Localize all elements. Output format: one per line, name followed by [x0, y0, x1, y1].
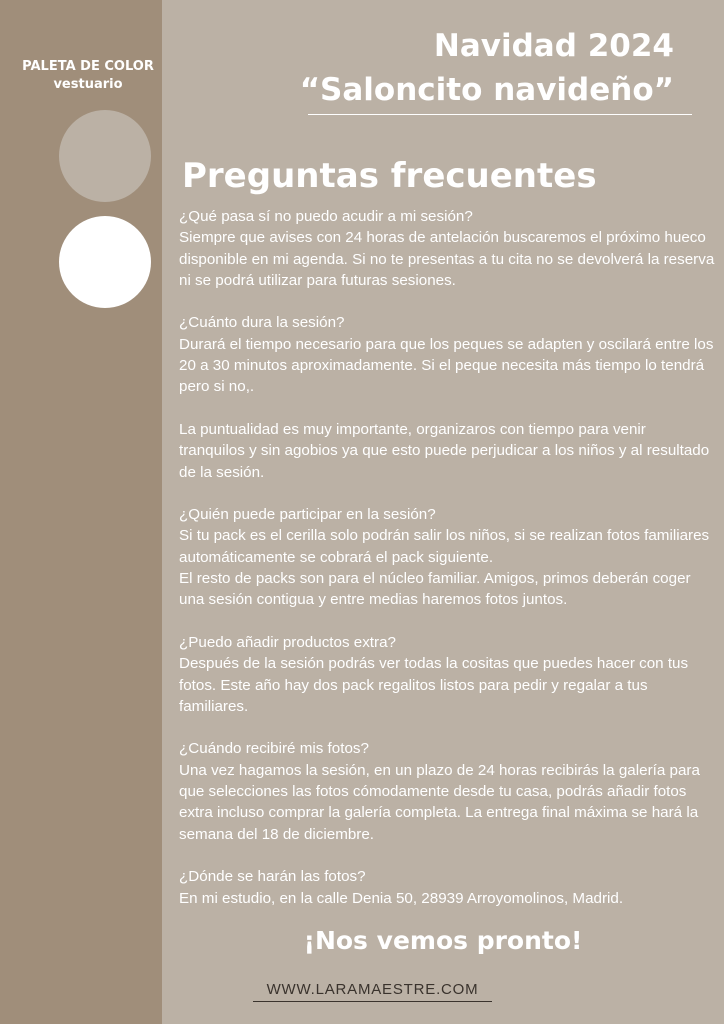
color-swatch-white — [59, 216, 151, 308]
faq-item — [179, 312, 715, 397]
faq-answer: Después de la sesión podrás ver todas la cositas que puedes hacer con tus fotos. Este año hay dos pack regalitos listos para pedir y regalar a tus familiares. — [179, 655, 689, 715]
faq-question: ¿Qué pasa sí no puedo acudir a mi sesión? — [179, 208, 473, 225]
faq-question: ¿Dónde se harán las fotos? — [179, 868, 366, 886]
faq-answer: En mi estudio, en la calle Denia 50, 28939 Arroyomolinos, Madrid. — [179, 889, 624, 907]
website-link[interactable]: WWW.LARAMAESTRE.COM — [253, 980, 492, 1002]
faq-question: ¿Cuánto dura la sesión? — [179, 314, 345, 332]
faq-list — [179, 206, 715, 930]
faq-answer: Durará el tiempo necesario para que los peques se adapten y oscilará entre los 20 a 30 minutos aproximadamente. Si el peque necesita más tiempo lo tendrá pero si no,. — [179, 335, 714, 396]
color-swatch-beige — [59, 110, 151, 202]
faq-item — [179, 504, 715, 610]
faq-item — [179, 419, 715, 483]
header-divider — [308, 114, 692, 115]
faq-item — [179, 632, 715, 717]
palette-title: PALETA DE COLOR — [22, 59, 154, 74]
faq-item — [179, 738, 715, 844]
header-title: Navidad 2024 — [433, 28, 674, 64]
sidebar — [0, 0, 162, 1024]
page-header — [300, 24, 674, 112]
faq-answer: Si tu pack es el cerilla solo podrán salir los niños, si se realizan fotos familiares automáticamente se cobrará el pack siguiente. — [179, 527, 710, 566]
faq-answer: El resto de packs son para el núcleo familiar. Amigos, primos deberán coger una sesión contigua y entre medias haremos fotos juntos. — [179, 570, 691, 609]
closing-message: ¡Nos vemos pronto! — [303, 926, 583, 955]
section-title: Preguntas frecuentes — [182, 156, 597, 196]
faq-question: ¿Quién puede participar en la sesión? — [179, 506, 436, 524]
palette-heading — [0, 58, 176, 94]
faq-question: ¿Puedo añadir productos extra? — [179, 633, 396, 651]
faq-answer: Siempre que avises con 24 horas de antelación buscaremos el próximo hueco disponible en mi agenda. Si no te presentas a tu cita no se devolverá la reserva ni se podrá utilizar para futuras sesiones. — [179, 229, 715, 289]
faq-item — [179, 866, 715, 909]
palette-subtitle: vestuario — [53, 77, 123, 92]
faq-answer: Una vez hagamos la sesión, en un plazo de 24 horas recibirás la galería para que selecciones las fotos cómodamente desde tu casa, podrás añadir fotos extra incluso comprar la galería completa. La entrega final máxima se hará la semana del 18 de diciembre. — [179, 761, 700, 843]
faq-question: ¿Cuándo recibiré mis fotos? — [179, 740, 369, 758]
faq-answer: La puntualidad es muy importante, organizaros con tiempo para venir tranquilos y sin agobios ya que esto puede perjudicar a los niños y al resultado de la sesión. — [179, 420, 710, 481]
header-subtitle: “Saloncito navideño” — [299, 72, 674, 108]
faq-item — [179, 206, 715, 291]
